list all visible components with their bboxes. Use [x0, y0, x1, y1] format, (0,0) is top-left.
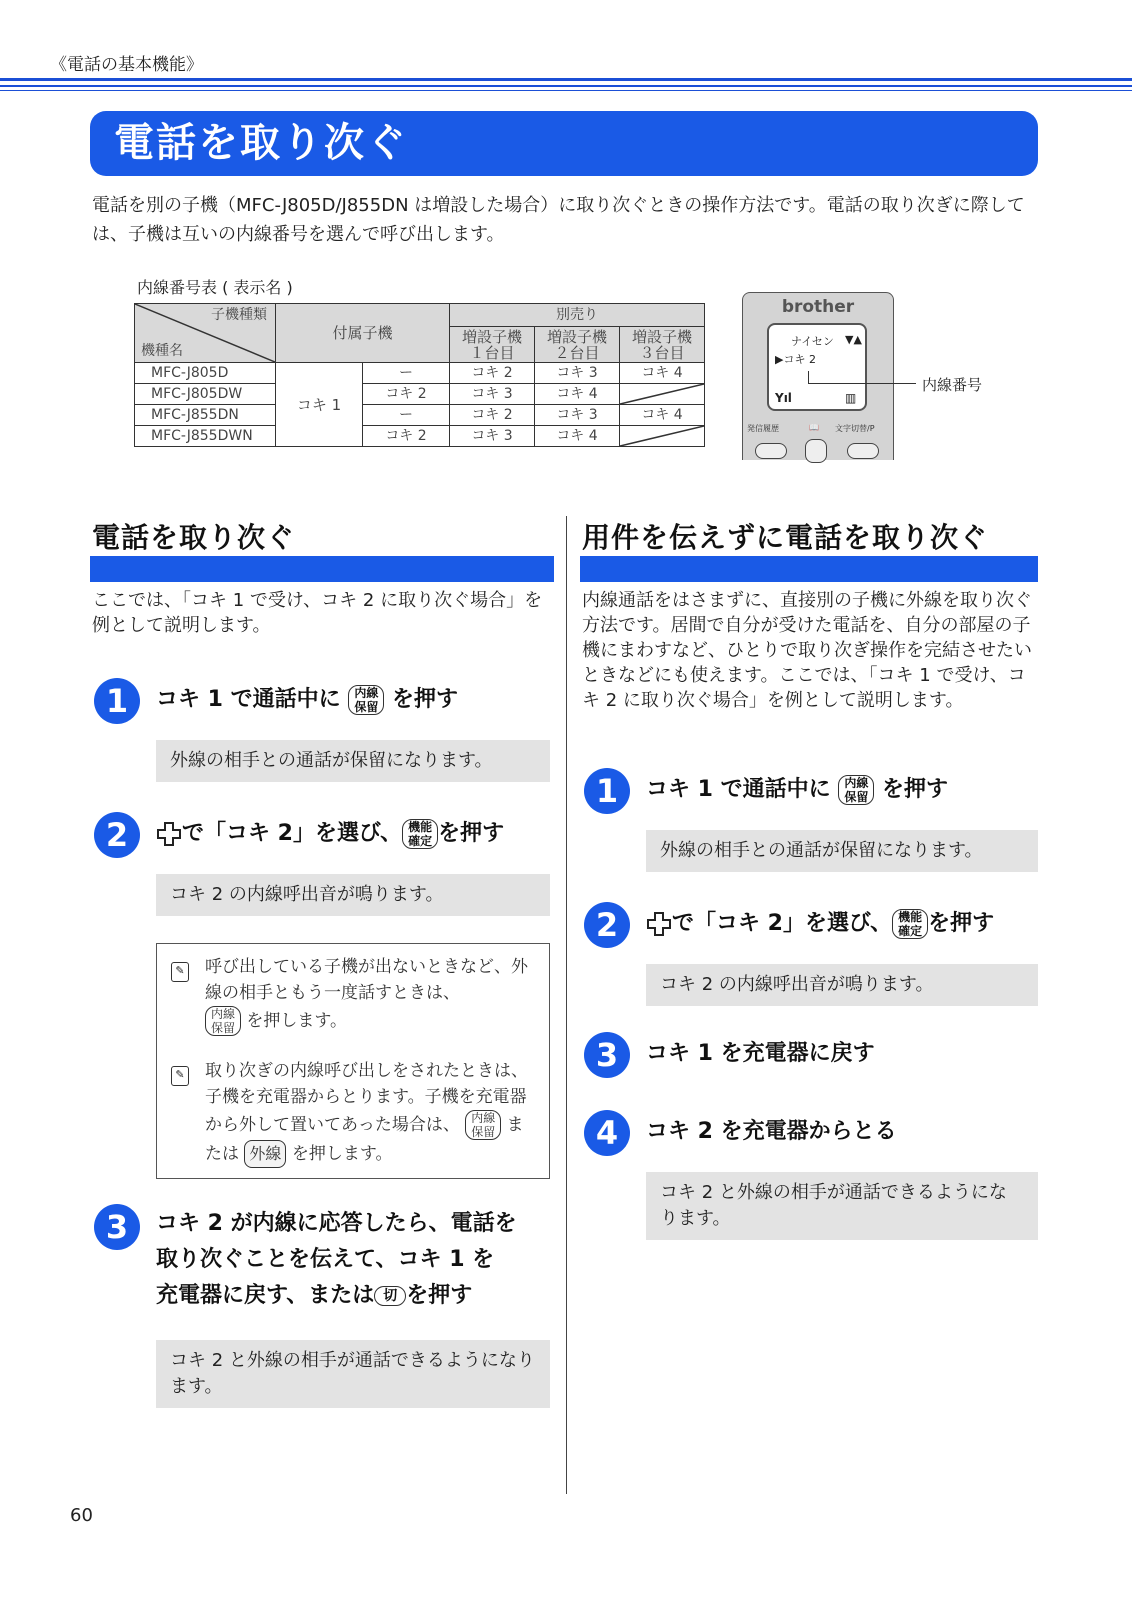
left-section-title: 電話を取り次ぐ	[92, 521, 296, 554]
ext-header-3: 増設子機 ３台目	[620, 327, 705, 363]
table-row: MFC-J855DN ー コキ 2 コキ 3 コキ 4	[135, 405, 705, 426]
corner-top: 子機種類	[211, 307, 267, 323]
ok-key-icon: 機能 確定	[402, 819, 438, 849]
left-step-3: コキ 2 が内線に応答したら、電話を 取り次ぐことを伝えて、コキ 1 を 充電器に戻す、または 切 を押す	[156, 1211, 517, 1308]
header-rule	[0, 85, 1132, 87]
note-2: 取り次ぎの内線呼び出しをされたときは、子機を充電器からとります。子機を充電器から外して置いてあった場合は、 内線 保留 または 外線 を押します。	[205, 1058, 535, 1168]
step-number: 3	[584, 1032, 630, 1078]
corner-cell	[135, 304, 276, 363]
cross-key-icon	[156, 821, 182, 847]
step-number: 2	[94, 812, 140, 858]
step-number: 2	[584, 902, 630, 948]
header-rule	[0, 78, 1132, 81]
step-number: 3	[94, 1204, 140, 1250]
optional-header: 別売り	[450, 304, 705, 327]
intro-text: 電話を別の子機（MFC-J805D/J855DN は増設した場合）に取り次ぐときの操作方法です。電話の取り次ぎに際しては、子機は互いの内線番号を選んで呼び出します。	[92, 195, 1025, 245]
brand-logo: brother	[781, 297, 855, 317]
leader-line	[808, 383, 916, 384]
na-cell	[620, 426, 705, 447]
extension-number-label: 内線番号	[922, 376, 983, 394]
table-row: MFC-J805D コキ 1 ー コキ 2 コキ 3 コキ 4	[135, 363, 705, 384]
right-step-4-result: コキ 2 と外線の相手が通話できるようになります。	[646, 1172, 1038, 1240]
right-step-2: で「コキ 2」を選び、 機能 確定 を押す	[646, 906, 994, 942]
table-caption: 内線番号表 ( 表示名 )	[137, 278, 293, 297]
left-step-1-result: 外線の相手との通話が保留になります。	[156, 740, 550, 782]
right-step-4: コキ 2 を充電器からとる	[646, 1119, 897, 1144]
handset-key	[847, 443, 879, 459]
left-step-2: で「コキ 2」を選び、 機能 確定 を押す	[156, 816, 504, 852]
note-1: 呼び出している子機が出ないときなど、外線の相手ともう一度話すときは、 内線 保留 を押します。	[205, 957, 528, 1035]
step-number: 4	[584, 1110, 630, 1156]
note-box	[156, 943, 550, 1179]
right-step-1: コキ 1 で通話中に 内線 保留 を押す	[646, 776, 949, 804]
included-value: コキ 1	[276, 363, 363, 447]
right-intro: 内線通話をはさまずに、直接別の子機に外線を取り次ぐ方法です。居間で自分が受けた電話を、自分の部屋の子機にまわすなど、ひとりで取り次ぎ操作を完結させたいときなどにも使えます。ここでは、「コキ 1 で受け、コキ 2 に取り次ぐ場合」を例として説明します。	[582, 590, 1032, 711]
note-pencil-icon: ✎	[171, 962, 189, 982]
off-key-icon: 切	[374, 1286, 406, 1306]
signal-icon: Yıl	[775, 391, 792, 405]
step-number: 1	[94, 678, 140, 724]
na-cell	[620, 384, 705, 405]
ok-key-icon: 機能 確定	[892, 909, 928, 939]
section-label: 《電話の基本機能》	[50, 55, 203, 75]
right-step-3: コキ 1 を充電器に戻す	[646, 1041, 875, 1066]
left-section-bar	[90, 556, 554, 582]
table-row: MFC-J805DW コキ 2 コキ 3 コキ 4	[135, 384, 705, 405]
left-step-3-result: コキ 2 と外線の相手が通話できるようになります。	[156, 1340, 550, 1408]
phonebook-icon: 📖	[809, 423, 819, 432]
hold-key-icon: 内線 保留	[465, 1110, 501, 1140]
scroll-arrows-icon: ▼▲	[845, 333, 862, 346]
extension-table	[134, 303, 705, 447]
left-step-2-result: コキ 2 の内線呼出音が鳴ります。	[156, 874, 550, 916]
right-step-2-result: コキ 2 の内線呼出音が鳴ります。	[646, 964, 1038, 1006]
step-number: 1	[584, 768, 630, 814]
handset-illustration: brother ナイセン ▼▲ ▶コキ 2 Yıl ▥ 発信履歴 📖 文字切替/P	[742, 292, 894, 460]
handset-key	[755, 443, 787, 459]
battery-icon: ▥	[845, 391, 857, 405]
column-divider	[566, 516, 567, 1494]
corner-bottom: 機種名	[141, 343, 183, 359]
ext-header-2: 増設子機 ２台目	[535, 327, 620, 363]
page-title: 電話を取り次ぐ	[90, 111, 1038, 176]
hold-key-icon: 内線 保留	[838, 775, 874, 805]
hold-key-icon: 内線 保留	[348, 685, 384, 715]
page-number: 60	[70, 1505, 93, 1526]
right-section-title: 用件を伝えずに電話を取り次ぐ	[582, 521, 989, 554]
left-intro: ここでは、「コキ 1 で受け、コキ 2 に取り次ぐ場合」を例として説明します。	[92, 590, 543, 636]
left-step-1: コキ 1 で通話中に 内線 保留 を押す	[156, 686, 459, 714]
right-section-bar	[580, 556, 1038, 582]
leader-line	[808, 371, 809, 383]
table-row: MFC-J855DWN コキ 2 コキ 3 コキ 4	[135, 426, 705, 447]
outside-line-key-icon: 外線	[244, 1140, 286, 1168]
right-step-1-result: 外線の相手との通話が保留になります。	[646, 830, 1038, 872]
handset-key	[805, 439, 827, 463]
note-pencil-icon: ✎	[171, 1066, 189, 1086]
ext-header-1: 増設子機 １台目	[450, 327, 535, 363]
hold-key-icon: 内線 保留	[205, 1006, 241, 1036]
included-header: 付属子機	[276, 304, 450, 363]
header-rule	[0, 90, 1132, 91]
cross-key-icon	[646, 911, 672, 937]
handset-screen: ナイセン ▼▲ ▶コキ 2 Yıl ▥	[767, 323, 867, 411]
